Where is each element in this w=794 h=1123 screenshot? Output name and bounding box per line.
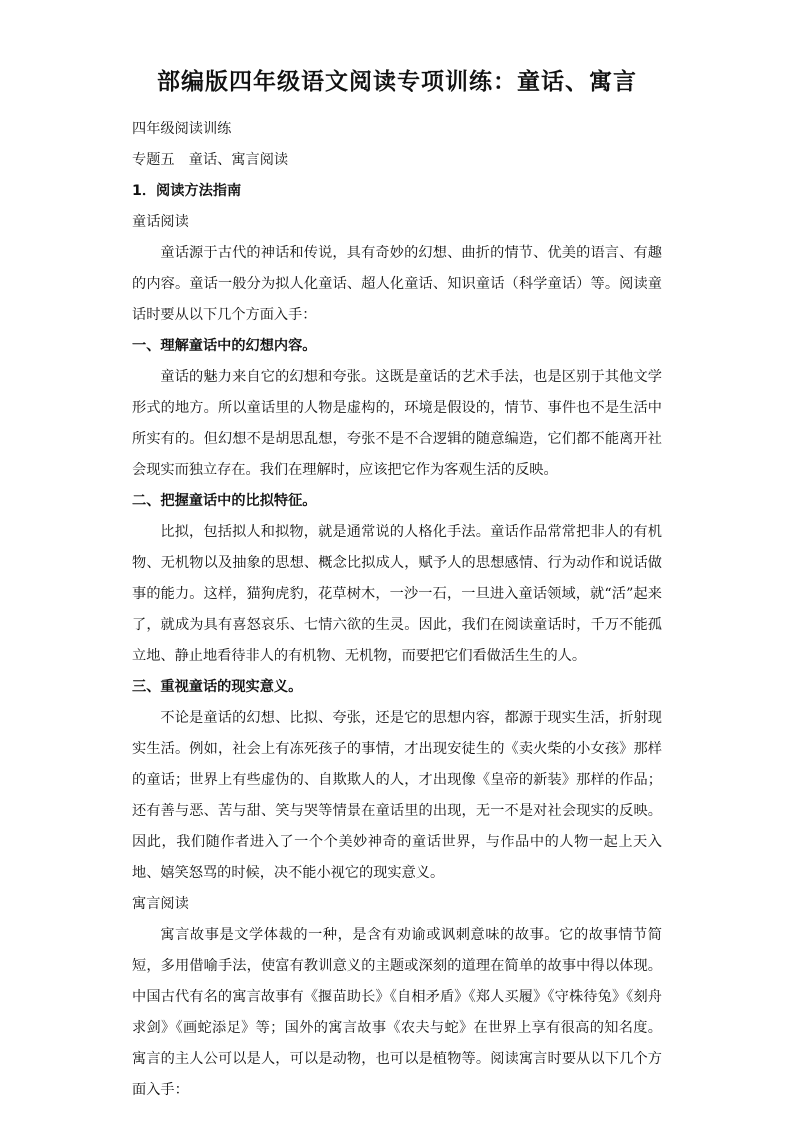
- point1-text: 童话的魅力来自它的幻想和夸张。这既是童话的艺术手法，也是区别于其他文学形式的地方。所以童话里的人物是虚构的，环境是假设的，情节、事件也不是生活中所实有的。但幻想不是胡思乱想，夸张不是不合逻辑的随意编造，它们都不能离开社会现实而独立存在。我们在理解时，应该把它作为客观生活的反映。: [132, 369, 662, 478]
- point2-text: 比拟，包括拟人和拟物，就是通常说的人格化手法。童话作品常常把非人的有机物、无机物以及抽象的思想、概念比拟成人，赋予人的思想感情、行为动作和说话做事的能力。这样，猫狗虎豹，花草树木，一沙一石，一旦进入童话领域，就“活”起来了，就成为具有喜怒哀乐、七情六欲的生灵。因此，我们在阅读童话时，千万不能孤立地、静止地看待非人的有机物、无机物，而要把它们看做活生生的人。: [132, 524, 662, 664]
- subtitle: 四年级阅读训练: [132, 121, 232, 137]
- section-heading: 1．阅读方法指南: [132, 183, 242, 199]
- point1-heading: 一、理解童话中的幻想内容。: [132, 338, 317, 354]
- fairy-tale-heading: 童话阅读: [132, 214, 189, 230]
- point2-heading: 二、把握童话中的比拟特征。: [132, 493, 317, 509]
- point3-text: 不论是童话的幻想、比拟、夸张，还是它的思想内容，都源于现实生活，折射现实生活。例如，社会上有冻死孩子的事情，才出现安徒生的《卖火柴的小女孩》那样的童话；世界上有些虚伪的、自欺欺人的人，才出现像《皇帝的新装》那样的作品；还有善与恶、苦与甜、笑与哭等情景在童话里的出现，无一不是对社会现实的反映。因此，我们随作者进入了一个个美妙神奇的童话世界，与作品中的人物一起上天入地、嬉笑怒骂的时候，决不能小视它的现实意义。: [132, 710, 662, 881]
- fable-heading: 寓言阅读: [132, 896, 189, 912]
- document-title: 部编版四年级语文阅读专项训练：童话、寓言: [157, 69, 637, 95]
- fable-text: 寓言故事是文学体裁的一种，是含有劝谕或讽刺意味的故事。它的故事情节简短，多用借喻手法，使富有教训意义的主题或深刻的道理在简单的故事中得以体现。中国古代有名的寓言故事有《揠苗助长》《自相矛盾》《郑人买履》《守株待兔》《刻舟求剑》《画蛇添足》等；国外的寓言故事《农夫与蛇》在世界上享有很高的知名度。寓言的主人公可以是人，可以是动物，也可以是植物等。阅读寓言时要从以下几个方面入手：: [132, 927, 662, 1098]
- fairy-tale-intro: 童话源于古代的神话和传说，具有奇妙的幻想、曲折的情节、优美的语言、有趣的内容。童话一般分为拟人化童话、超人化童话、知识童话（科学童话）等。阅读童话时要从以下几个方面入手：: [132, 245, 662, 323]
- point3-heading: 三、重视童话的现实意义。: [132, 679, 303, 695]
- topic-line: 专题五 童话、寓言阅读: [132, 152, 289, 168]
